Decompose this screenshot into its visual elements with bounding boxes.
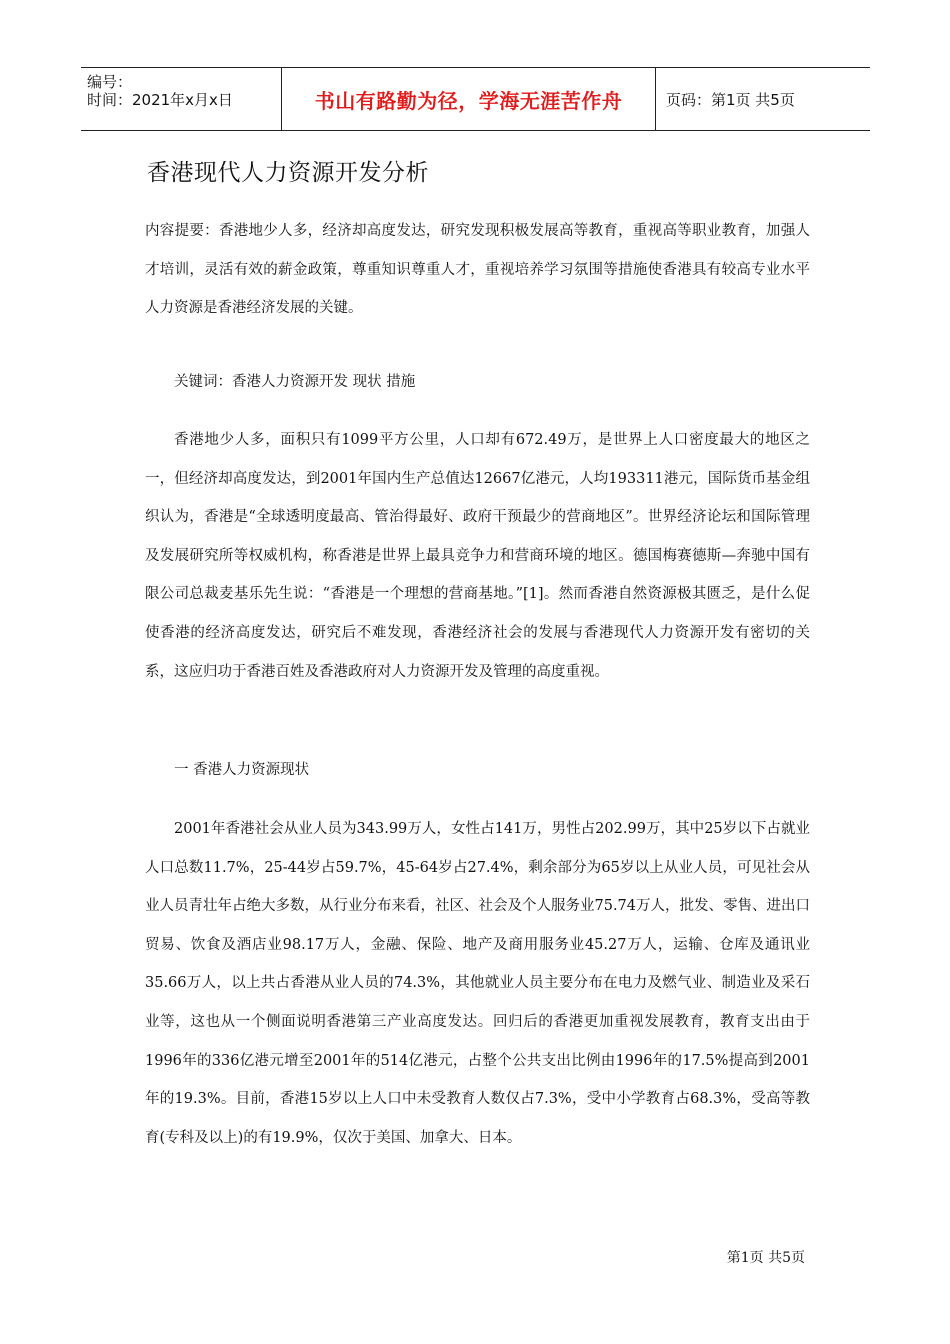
page-label: 页码：第1页 共5页 xyxy=(666,90,795,109)
document-header xyxy=(81,67,870,131)
intro-paragraph: 香港地少人多，面积只有1099平方公里，人口却有672.49万，是世界上人口密度最大的地区之一，但经济却高度发达，到2001年国内生产总值达12667亿港元，人均193311港元，国际货币基金组织认为，香港是“全球透明度最高、管治得最好、政府干预最少的营商地区”。世界经济论坛和国际管理及发展研究所等权威机构，称香港是世界上最具竞争力和营商环境的地区。德国梅赛德斯—奔驰中国有限公司总裁麦基乐先生说：“香港是一个理想的营商基地。”[1]。然而香港自然资源极其匮乏，是什么促使香港的经济高度发达，研究后不难发现，香港经济社会的发展与香港现代人力资源开发有密切的关系，这应归功于香港百姓及香港政府对人力资源开发及管理的高度重视。 xyxy=(145,432,810,680)
keywords-line: 关键词：香港人力资源开发 现状 措施 xyxy=(174,374,416,390)
document-title: 香港现代人力资源开发分析 xyxy=(147,160,429,186)
header-meta xyxy=(81,68,281,130)
motto-text: 书山有路勤为径，学海无涯苦作舟 xyxy=(314,88,623,113)
header-page-cell xyxy=(656,68,870,130)
page-footer: 第1页 共5页 xyxy=(726,1250,805,1266)
section-heading: 一 香港人力资源现状 xyxy=(174,762,310,778)
section-body-paragraph: 2001年香港社会从业人员为343.99万人，女性占141万，男性占202.99万，其中25岁以下占就业人口总数11.7%，25-44岁占59.7%，45-64岁占27.4%，剩余部分为65岁以上从业人员，可见社会从业人员青壮年占绝大多数，从行业分布来看，社区、社会及个人服务业75.74万人，批发、零售、进出口贸易、饮食及酒店业98.17万人，金融、保险、地产及商用服务业45.27万人，运输、仓库及通讯业35.66万人，以上共占香港从业人员的74.3%，其他就业人员主要分布在电力及燃气业、制造业及采石业等，这也从一个侧面说明香港第三产业高度发达。回归后的香港更加重视发展教育，教育支出由于1996年的336亿港元增至2001年的514亿港元，占整个公共支出比例由1996年的17.5%提高到2001年的19.3%。目前，香港15岁以上人口中未受教育人数仅占7.3%，受中小学教育占68.3%，受高等教育(专科及以上)的有19.9%，仅次于美国、加拿大、日本。 xyxy=(145,821,811,1146)
abstract-paragraph: 内容提要：香港地少人多，经济却高度发达，研究发现积极发展高等教育，重视高等职业教育，加强人才培训，灵活有效的薪金政策，尊重知识尊重人才，重视培养学习氛围等措施使香港具有较高专业水平人力资源是香港经济发展的关键。 xyxy=(145,223,810,317)
number-label: 编号： xyxy=(87,73,133,91)
date-label: 时间：2021年x月x日 xyxy=(87,91,233,109)
header-motto-cell xyxy=(281,68,656,130)
